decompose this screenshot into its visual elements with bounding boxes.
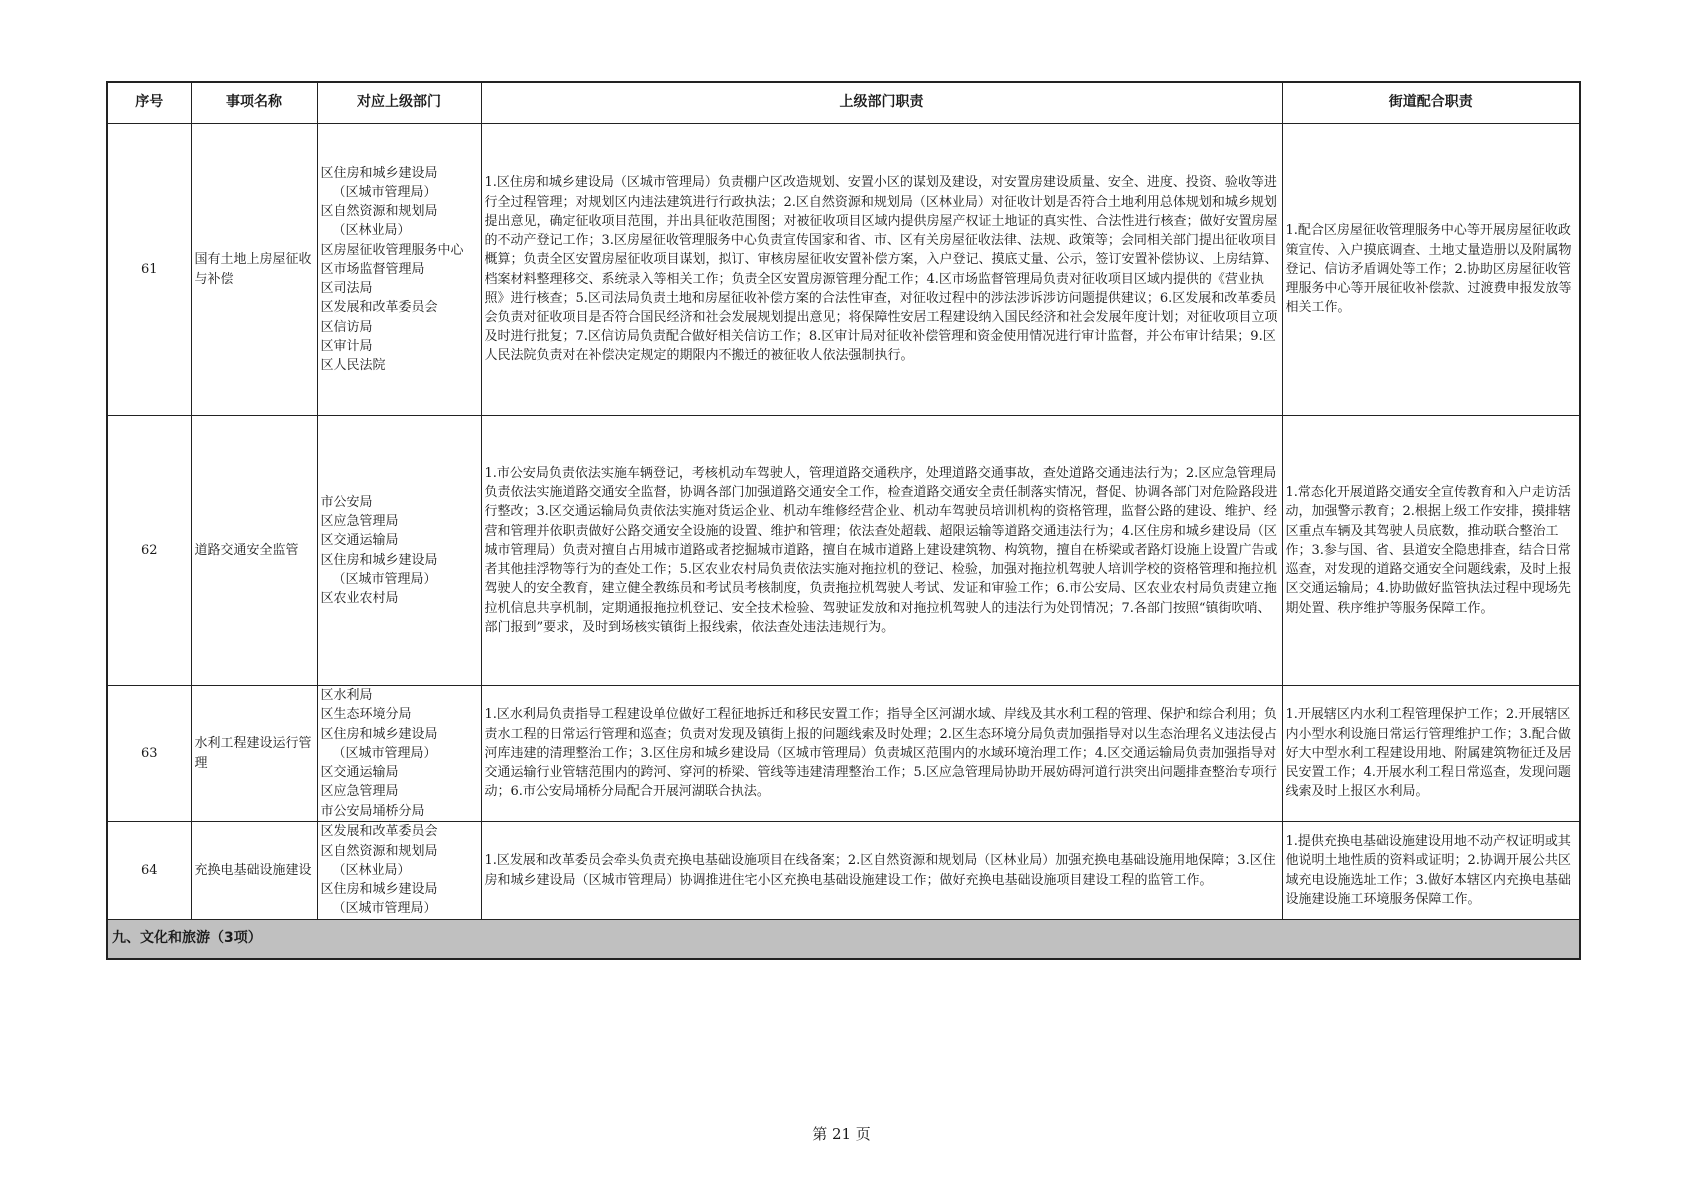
department-line: 区住房和城乡建设局	[320, 882, 438, 898]
header-item-name: 事项名称	[191, 82, 317, 124]
row-street-duties: 1.配合区房屋征收管理服务中心等开展房屋征收政策宣传、入户摸底调查、土地丈量造册以及附属物登记、信访矛盾调处等工作；2.协助区房屋征收管理服务中心等开展征收补偿款、过渡费申报发放等相关工作。	[1282, 124, 1580, 416]
table-row	[107, 416, 1580, 686]
department-line: 市公安局	[320, 494, 373, 510]
row-no: 64	[107, 822, 191, 920]
header-street-duties: 街道配合职责	[1282, 82, 1580, 124]
row-item-name: 充换电基础设施建设	[191, 822, 317, 920]
department-line: （区城市管理局）	[332, 571, 437, 587]
department-line: 区交通运输局	[320, 533, 399, 549]
department-line: 区应急管理局	[320, 514, 399, 530]
department-line: 区信访局	[320, 319, 373, 335]
department-line: 区应急管理局	[320, 784, 399, 800]
row-item-name: 道路交通安全监管	[191, 416, 317, 686]
row-street-duties: 1.提供充换电基础设施建设用地不动产权证明或其他说明土地性质的资料或证明；2.协调开展公共区域充电设施选址工作；3.做好本辖区内充换电基础设施建设施工环境服务保障工作。	[1282, 822, 1580, 920]
department-line: （区城市管理局）	[332, 901, 437, 917]
row-duties: 1.市公安局负责依法实施车辆登记，考核机动车驾驶人，管理道路交通秩序，处理道路交通事故，查处道路交通违法行为；2.区应急管理局负责依法实施道路交通安全监督，协调各部门加强道路交通安全工作，检查道路交通安全责任制落实情况，督促、协调各部门对危险路段进行整改；3.区交通运输局负责依法实施对货运企业、机动车维修经营企业、机动车驾驶员培训机构的资格管理，监督公路的建设、维护、经营和管理并依职责做好公路交通安全设施的设置、维护和管理；依法查处超载、超限运输等道路交通违法行为；4.区住房和城乡建设局（区城市管理局）负责对擅自占用城市道路或者挖掘城市道路，擅自在城市道路上建设建筑物、构筑物，擅自在桥梁或者路灯设施上设置广告或者其他挂浮物等行为的查处工作；5.区农业农村局负责依法实施对拖拉机的登记、检验，加强对拖拉机驾驶人培训学校的资格管理和拖拉机驾驶人的安全教育，建立健全教练员和考试员考核制度，负责拖拉机驾驶人考试、发证和审验工作；6.市公安局、区农业农村局负责建立拖拉机信息共享机制，定期通报拖拉机登记、安全技术检验、驾驶证发放和对拖拉机驾驶人的违法行为处罚情况；7.各部门按照“镇街吹哨、部门报到”要求，及时到场核实镇街上报线索，依法查处违法违规行为。	[481, 416, 1282, 686]
department-line: 区市场监督管理局	[320, 261, 425, 277]
row-duties: 1.区发展和改革委员会牵头负责充换电基础设施项目在线备案；2.区自然资源和规划局（区林业局）加强充换电基础设施用地保障；3.区住房和城乡建设局（区城市管理局）协调推进住宅小区充换电基础设施建设工作；做好充换电基础设施项目建设工程的监管工作。	[481, 822, 1282, 920]
department-line: 区人民法院	[320, 357, 386, 373]
row-item-name: 水利工程建设运行管理	[191, 686, 317, 822]
section-title: 九、文化和旅游（3项）	[107, 920, 1580, 960]
department-line: （区城市管理局）	[332, 745, 437, 761]
department-line: 区农业农村局	[320, 590, 399, 606]
row-departments	[317, 686, 481, 822]
department-line: （区城市管理局）	[332, 185, 437, 201]
table-header-row	[107, 82, 1580, 124]
row-departments	[317, 822, 481, 920]
row-duties: 1.区住房和城乡建设局（区城市管理局）负责棚户区改造规划、安置小区的谋划及建设，对安置房建设质量、安全、进度、投资、验收等进行全过程管理；对规划区内违法建筑进行行政执法；2.区自然资源和规划局（区林业局）对征收计划是否符合土地利用总体规划和城乡规划提出意见，确定征收项目范围，并出具征收范围图；对被征收项目区域内提供房屋产权证土地证的真实性、合法性进行核查；做好安置房屋的不动产登记工作；3.区房屋征收管理服务中心负责宣传国家和省、市、区有关房屋征收法律、法规、政策等；会同相关部门提出征收项目概算；负责全区安置房屋征收项目谋划，拟订、审核房屋征收安置补偿方案，入户登记、摸底丈量、公示，签订安置补偿协议、上房结算、档案材料整理移交、系统录入等相关工作；负责全区安置房源管理分配工作；4.区市场监督管理局负责对征收项目区域内提供的《营业执照》进行核查；5.区司法局负责土地和房屋征收补偿方案的合法性审查，对征收过程中的涉法涉诉涉访问题提供建议；6.区发展和改革委员会负责对征收项目是否符合国民经济和社会发展规划提出意见；将保障性安居工程建设纳入国民经济和社会发展年度计划；对征收项目立项及时进行批复；7.区信访局负责配合做好相关信访工作；8.区审计局对征收补偿管理和资金使用情况进行审计监督，并公布审计结果；9.区人民法院负责对在补偿决定规定的期限内不搬迁的被征收人依法强制执行。	[481, 124, 1282, 416]
department-line: 区发展和改革委员会	[320, 824, 438, 840]
department-line: 区自然资源和规划局	[320, 204, 438, 220]
row-street-duties: 1.常态化开展道路交通安全宣传教育和入户走访活动，加强警示教育；2.根据上级工作安排，摸排辖区重点车辆及其驾驶人员底数，推动联合整治工作；3.参与国、省、县道安全隐患排查，结合日常巡查，对发现的道路交通安全问题线索，及时上报区交通运输局；4.协助做好监管执法过程中现场先期处置、秩序维护等服务保障工作。	[1282, 416, 1580, 686]
row-no: 61	[107, 124, 191, 416]
header-duties: 上级部门职责	[481, 82, 1282, 124]
department-line: （区林业局）	[332, 862, 411, 878]
row-no: 62	[107, 416, 191, 686]
department-line: 区房屋征收管理服务中心	[320, 242, 464, 258]
responsibility-table	[106, 81, 1581, 960]
table-row	[107, 822, 1580, 920]
page-number: 第 21 页	[812, 1125, 871, 1143]
header-departments: 对应上级部门	[317, 82, 481, 124]
department-line: 区住房和城乡建设局	[320, 552, 438, 568]
department-line: 区审计局	[320, 338, 373, 354]
department-line: （区林业局）	[332, 223, 411, 239]
row-street-duties: 1.开展辖区内水利工程管理保护工作；2.开展辖区内小型水利设施日常运行管理维护工作；3.配合做好大中型水利工程建设用地、附属建筑物征迁及居民安置工作；4.开展水利工程日常巡查，发现问题线索及时上报区水利局。	[1282, 686, 1580, 822]
row-duties: 1.区水利局负责指导工程建设单位做好工程征地拆迁和移民安置工作；指导全区河湖水域、岸线及其水利工程的管理、保护和综合利用；负责水工程的日常运行管理和巡查；负责对发现及镇街上报的问题线索及时处理；2.区生态环境分局负责加强指导对以生态治理名义违法侵占河库违建的清理整治工作；3.区住房和城乡建设局（区城市管理局）负责城区范围内的水域环境治理工作；4.区交通运输局负责加强指导对交通运输行业管辖范围内的跨河、穿河的桥梁、管线等违建清理整治工作；5.区应急管理局协助开展妨碍河道行洪突出问题排查整治专项行动；6.市公安局埇桥分局配合开展河湖联合执法。	[481, 686, 1282, 822]
row-departments	[317, 124, 481, 416]
row-item-name: 国有土地上房屋征收与补偿	[191, 124, 317, 416]
row-no: 63	[107, 686, 191, 822]
department-line: 区司法局	[320, 281, 373, 297]
department-line: 区自然资源和规划局	[320, 843, 438, 859]
table-row	[107, 686, 1580, 822]
department-line: 区交通运输局	[320, 765, 399, 781]
department-line: 区住房和城乡建设局	[320, 726, 438, 742]
department-line: 市公安局埇桥分局	[320, 803, 425, 819]
row-departments	[317, 416, 481, 686]
header-no: 序号	[107, 82, 191, 124]
department-line: 区水利局	[320, 688, 373, 704]
section-header-row	[107, 920, 1580, 960]
table-row	[107, 124, 1580, 416]
department-line: 区住房和城乡建设局	[320, 165, 438, 181]
department-line: 区发展和改革委员会	[320, 300, 438, 316]
department-line: 区生态环境分局	[320, 707, 412, 723]
